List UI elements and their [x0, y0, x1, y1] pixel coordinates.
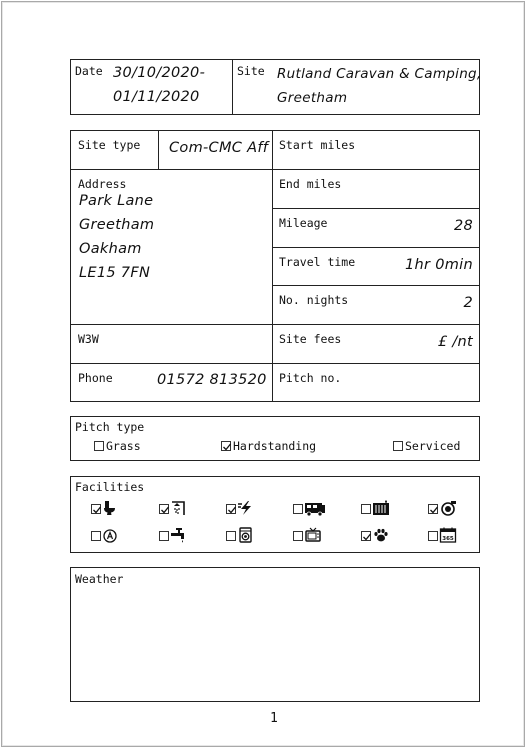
address-label: Address — [78, 177, 127, 191]
address-line-3[interactable]: Oakham — [79, 241, 142, 257]
site-fees-bottom — [272, 363, 479, 364]
check-icon — [362, 532, 372, 542]
motorhome-service-point-icon — [304, 501, 326, 517]
serviced-checkbox[interactable] — [393, 441, 403, 451]
hardstanding-label: Hardstanding — [233, 439, 317, 453]
travel-time-value[interactable]: 1hr 0min — [405, 257, 473, 273]
chemical-disposal-checkbox[interactable] — [361, 504, 371, 514]
date-value-line2[interactable]: 01/11/2020 — [113, 89, 200, 105]
water-tap-checkbox[interactable] — [159, 531, 169, 541]
site-value-line2[interactable]: Greetham — [277, 90, 348, 106]
tv-icon — [304, 527, 322, 543]
address-line-2[interactable]: Greetham — [79, 217, 155, 233]
site-type-value[interactable]: Com-CMC Aff — [169, 140, 269, 156]
header-divider — [232, 60, 233, 114]
mileage-bottom — [272, 247, 479, 248]
header-box — [70, 59, 480, 115]
site-type-label: Site type — [78, 138, 141, 152]
details-column-divider — [272, 131, 273, 401]
open-all-year-checkbox[interactable] — [428, 531, 438, 541]
phone-label: Phone — [78, 371, 113, 385]
mileage-value[interactable]: 28 — [453, 218, 473, 234]
grass-checkbox[interactable] — [94, 441, 104, 451]
weather-label: Weather — [75, 572, 124, 586]
shower-icon — [170, 500, 188, 516]
site-value-line1[interactable]: Rutland Caravan & Camping, — [277, 66, 482, 82]
tv-checkbox[interactable] — [293, 531, 303, 541]
date-value-line1[interactable]: 30/10/2020- — [113, 65, 206, 81]
serviced-label: Serviced — [405, 439, 461, 453]
facilities-label: Facilities — [75, 480, 145, 494]
check-icon — [92, 505, 102, 515]
washing-machine-checkbox[interactable] — [226, 531, 236, 541]
site-label: Site — [237, 64, 265, 78]
address-line-1[interactable]: Park Lane — [79, 193, 154, 209]
date-label: Date — [75, 64, 103, 78]
check-icon — [227, 505, 237, 515]
facilities-box — [70, 476, 480, 553]
electric-hookup-icon — [237, 500, 255, 516]
travel-time-bottom — [272, 285, 479, 286]
start-miles-bottom — [272, 169, 479, 170]
end-miles-label: End miles — [279, 177, 342, 191]
mileage-label: Mileage — [279, 216, 328, 230]
chemical-disposal-icon — [372, 500, 390, 516]
toilet-checkbox[interactable] — [91, 504, 101, 514]
motorhome-service-point-checkbox[interactable] — [293, 504, 303, 514]
electric-hookup-checkbox[interactable] — [226, 504, 236, 514]
site-fees-value[interactable]: £ /nt — [437, 334, 473, 350]
laundry-checkbox[interactable] — [428, 504, 438, 514]
nights-label: No. nights — [279, 293, 349, 307]
w3w-label: W3W — [78, 332, 99, 346]
pitch-no-label: Pitch no. — [279, 371, 342, 385]
end-miles-bottom — [272, 208, 479, 209]
page-number: 1 — [270, 711, 278, 726]
nights-bottom — [272, 324, 479, 325]
pitch-type-box — [70, 416, 480, 461]
hardstanding-checkbox[interactable] — [221, 441, 231, 451]
gas-icon — [102, 528, 120, 544]
shower-checkbox[interactable] — [159, 504, 169, 514]
open-all-year-text: 365 — [442, 535, 454, 542]
nights-value[interactable]: 2 — [463, 295, 473, 311]
details-box — [70, 130, 480, 402]
start-miles-label: Start miles — [279, 138, 356, 152]
toilet-icon — [102, 500, 120, 516]
washing-machine-icon — [237, 527, 255, 543]
pitch-type-label: Pitch type — [75, 420, 145, 434]
dog-friendly-checkbox[interactable] — [361, 531, 371, 541]
dog-friendly-icon — [372, 527, 390, 543]
site-type-divider — [158, 131, 159, 169]
open-all-year-icon — [439, 527, 457, 543]
travel-time-label: Travel time — [279, 255, 356, 269]
phone-value[interactable]: 01572 813520 — [157, 372, 267, 388]
grass-label: Grass — [106, 439, 141, 453]
gas-checkbox[interactable] — [91, 531, 101, 541]
site-fees-label: Site fees — [279, 332, 342, 346]
address-line-4[interactable]: LE15 7FN — [79, 265, 151, 281]
check-icon — [222, 442, 232, 452]
check-icon — [429, 505, 439, 515]
check-icon — [160, 505, 170, 515]
weather-box — [70, 567, 480, 702]
site-type-bottom — [71, 169, 272, 170]
w3w-bottom — [71, 363, 272, 364]
address-bottom — [71, 324, 272, 325]
water-tap-icon — [170, 527, 188, 543]
laundry-icon — [439, 500, 457, 516]
